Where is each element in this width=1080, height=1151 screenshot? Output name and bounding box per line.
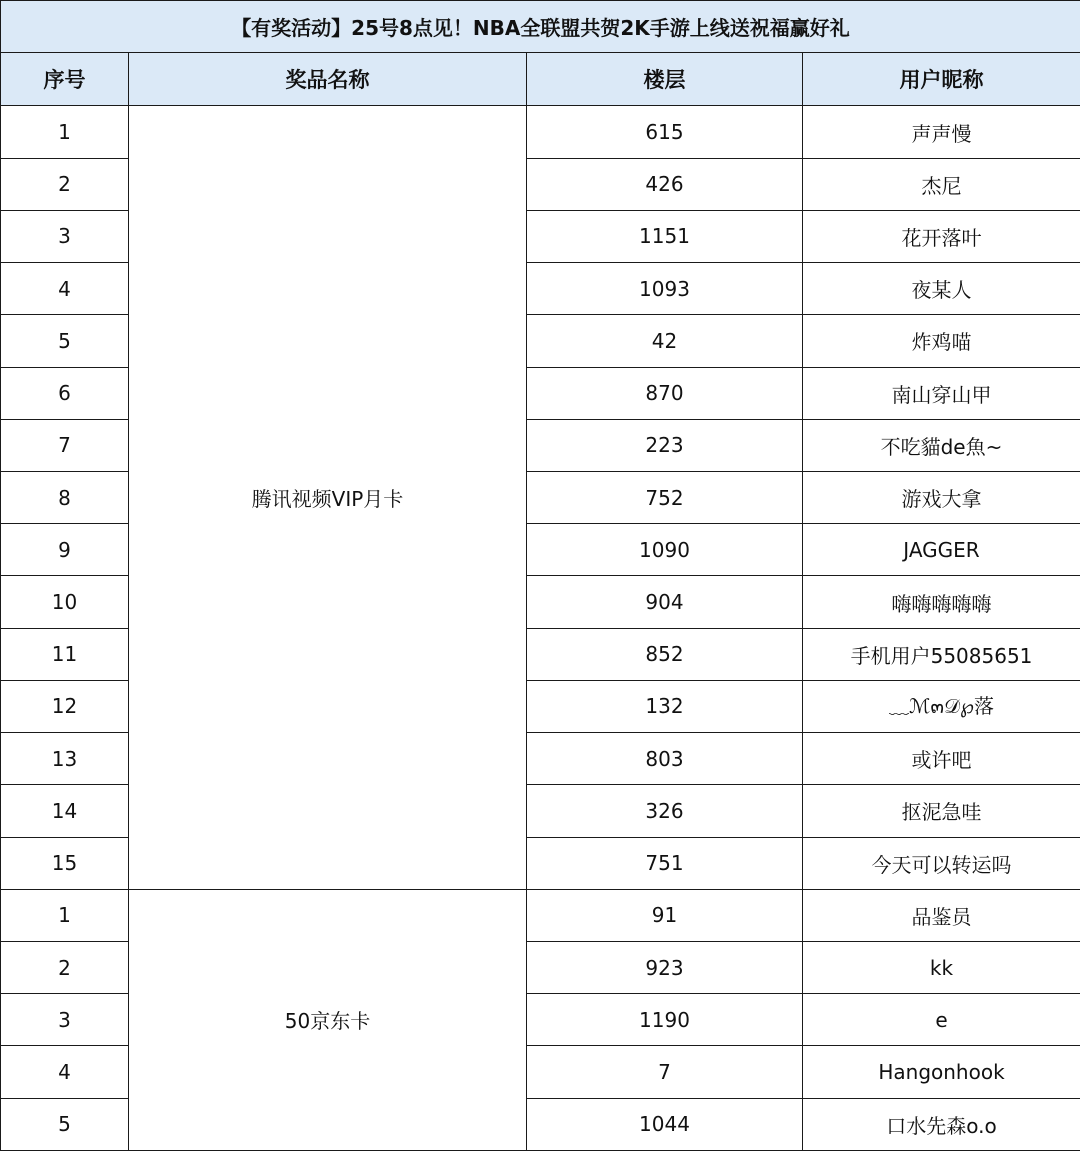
nickname-cell: 杰尼: [803, 158, 1080, 210]
row-index: 13: [1, 733, 129, 785]
floor-cell: 803: [527, 733, 803, 785]
nickname-cell: 夜某人: [803, 263, 1080, 315]
row-index: 1: [1, 889, 129, 941]
nickname-cell: JAGGER: [803, 524, 1080, 576]
floor-cell: 91: [527, 889, 803, 941]
row-index: 1: [1, 106, 129, 158]
floor-cell: 1090: [527, 524, 803, 576]
table-title: 【有奖活动】25号8点见！NBA全联盟共贺2K手游上线送祝福赢好礼: [1, 1, 1080, 53]
row-index: 12: [1, 680, 129, 732]
row-index: 5: [1, 1098, 129, 1150]
nickname-cell: 或许吧: [803, 733, 1080, 785]
floor-cell: 1093: [527, 263, 803, 315]
column-header-floor: 楼层: [527, 53, 803, 106]
floor-cell: 326: [527, 785, 803, 837]
floor-cell: 42: [527, 315, 803, 367]
nickname-cell: Hangonhook: [803, 1046, 1080, 1098]
row-index: 4: [1, 1046, 129, 1098]
table-row: [1, 889, 1080, 941]
header-row: [1, 53, 1080, 106]
floor-cell: 1044: [527, 1098, 803, 1150]
floor-cell: 852: [527, 628, 803, 680]
floor-cell: 904: [527, 576, 803, 628]
row-index: 3: [1, 210, 129, 262]
column-header-index: 序号: [1, 53, 129, 106]
nickname-cell: e: [803, 994, 1080, 1046]
floor-cell: 870: [527, 367, 803, 419]
nickname-cell: 炸鸡喵: [803, 315, 1080, 367]
nickname-cell: 今天可以转运吗: [803, 837, 1080, 889]
title-row: [1, 1, 1080, 53]
nickname-cell: 不吃貓de魚~: [803, 419, 1080, 471]
nickname-cell: 口水先森o.o: [803, 1098, 1080, 1150]
floor-cell: 1190: [527, 994, 803, 1046]
nickname-cell: 声声慢: [803, 106, 1080, 158]
nickname-cell: 游戏大拿: [803, 471, 1080, 523]
nickname-cell: 品鉴员: [803, 889, 1080, 941]
floor-cell: 223: [527, 419, 803, 471]
row-index: 6: [1, 367, 129, 419]
row-index: 2: [1, 158, 129, 210]
row-index: 2: [1, 941, 129, 993]
nickname-cell: 抠泥急哇: [803, 785, 1080, 837]
row-index: 5: [1, 315, 129, 367]
row-index: 7: [1, 419, 129, 471]
nickname-cell: 手机用户55085651: [803, 628, 1080, 680]
floor-cell: 923: [527, 941, 803, 993]
floor-cell: 1151: [527, 210, 803, 262]
prize-name-cell: 腾讯视频VIP月卡: [129, 106, 527, 889]
nickname-cell: kk: [803, 941, 1080, 993]
prize-name-cell: 50京东卡: [129, 889, 527, 1150]
floor-cell: 615: [527, 106, 803, 158]
row-index: 9: [1, 524, 129, 576]
nickname-cell: ﹏ℳ๓𝒟℘落: [803, 680, 1080, 732]
nickname-cell: 花开落叶: [803, 210, 1080, 262]
floor-cell: 751: [527, 837, 803, 889]
table-row: [1, 106, 1080, 158]
row-index: 8: [1, 471, 129, 523]
floor-cell: 7: [527, 1046, 803, 1098]
column-header-prize: 奖品名称: [129, 53, 527, 106]
nickname-cell: 南山穿山甲: [803, 367, 1080, 419]
floor-cell: 132: [527, 680, 803, 732]
row-index: 10: [1, 576, 129, 628]
row-index: 14: [1, 785, 129, 837]
row-index: 11: [1, 628, 129, 680]
row-index: 15: [1, 837, 129, 889]
row-index: 4: [1, 263, 129, 315]
row-index: 3: [1, 994, 129, 1046]
floor-cell: 752: [527, 471, 803, 523]
nickname-cell: 嗨嗨嗨嗨嗨: [803, 576, 1080, 628]
column-header-nickname: 用户昵称: [803, 53, 1080, 106]
floor-cell: 426: [527, 158, 803, 210]
